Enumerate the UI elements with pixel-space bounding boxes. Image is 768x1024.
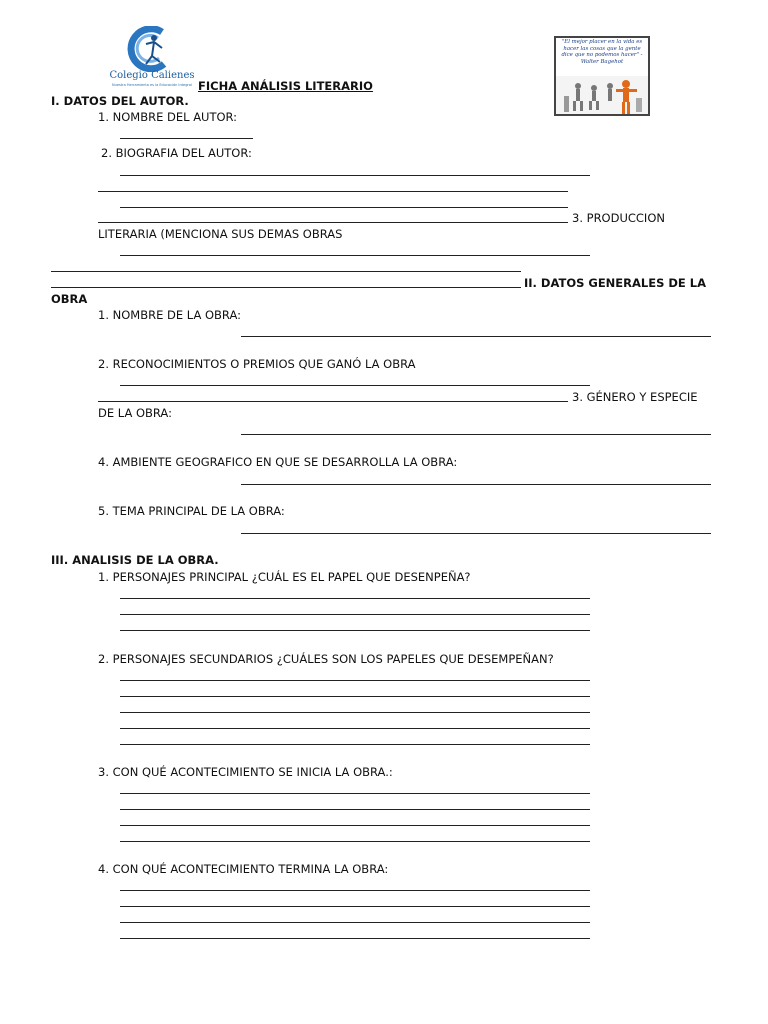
main-theme-label: 5. TEMA PRINCIPAL DE LA OBRA:: [98, 504, 285, 518]
awards-line-1[interactable]: [120, 385, 590, 386]
awards-line-2[interactable]: [98, 401, 568, 402]
page-title: FICHA ANÁLISIS LITERARIO: [198, 79, 373, 93]
main-characters-line-1[interactable]: [120, 598, 590, 599]
work-name-label: 1. NOMBRE DE LA OBRA:: [98, 308, 241, 322]
logo-name: Colegio Calienes: [109, 70, 195, 81]
main-characters-line-2[interactable]: [120, 614, 590, 615]
section-1-heading: I. DATOS DEL AUTOR.: [51, 94, 189, 108]
main-theme-line[interactable]: [241, 533, 711, 534]
story-end-line-1[interactable]: [120, 890, 590, 891]
biography-line-2[interactable]: [98, 191, 568, 192]
story-end-line-4[interactable]: [120, 938, 590, 939]
quote-text: "El mejor placer en la vida es hacer las cosas que la gente dice que no podemos hacer" - Walter Bagehot: [561, 39, 643, 65]
genre-line[interactable]: [241, 434, 711, 435]
section-3-heading: III. ANALISIS DE LA OBRA.: [51, 553, 219, 567]
story-start-line-3[interactable]: [120, 825, 590, 826]
work-name-line[interactable]: [241, 336, 711, 337]
biography-line-1[interactable]: [120, 175, 590, 176]
literary-production-label-cont: LITERARIA (MENCIONA SUS DEMAS OBRAS: [98, 227, 343, 241]
secondary-characters-line-5[interactable]: [120, 744, 590, 745]
genre-label-cont: DE LA OBRA:: [98, 406, 172, 420]
production-line-1[interactable]: [120, 255, 590, 256]
biography-line-3[interactable]: [120, 207, 568, 208]
production-line-3[interactable]: [51, 287, 521, 288]
story-start-line-1[interactable]: [120, 793, 590, 794]
secondary-characters-line-3[interactable]: [120, 712, 590, 713]
literary-production-label: 3. PRODUCCION: [572, 211, 665, 225]
main-characters-label: 1. PERSONAJES PRINCIPAL ¿CUÁL ES EL PAPEL QUE DESENPEÑA?: [98, 570, 471, 584]
runners-illustration-icon: [556, 76, 648, 116]
secondary-characters-line-2[interactable]: [120, 696, 590, 697]
secondary-characters-line-1[interactable]: [120, 680, 590, 681]
production-line-2[interactable]: [51, 271, 521, 272]
secondary-characters-label: 2. PERSONAJES SECUNDARIOS ¿CUÁLES SON LOS PAPELES QUE DESEMPEÑAN?: [98, 652, 554, 666]
genre-label: 3. GÉNERO Y ESPECIE: [572, 390, 698, 404]
author-name-line[interactable]: [120, 138, 253, 139]
biography-line-4[interactable]: [98, 222, 568, 223]
story-end-line-2[interactable]: [120, 906, 590, 907]
story-end-line-3[interactable]: [120, 922, 590, 923]
author-biography-label: 2. BIOGRAFIA DEL AUTOR:: [101, 146, 252, 160]
logo-tagline: Nuestra Herramienta es la Educación Integral: [112, 83, 192, 87]
quote-image: [554, 36, 650, 116]
story-start-line-4[interactable]: [120, 841, 590, 842]
school-logo: [104, 26, 200, 92]
story-start-line-2[interactable]: [120, 809, 590, 810]
section-2-heading: II. DATOS GENERALES DE LA: [524, 276, 707, 290]
story-start-label: 3. CON QUÉ ACONTECIMIENTO SE INICIA LA OBRA.:: [98, 765, 393, 779]
author-name-label: 1. NOMBRE DEL AUTOR:: [98, 110, 238, 124]
secondary-characters-line-4[interactable]: [120, 728, 590, 729]
section-2-heading-cont: OBRA: [51, 292, 88, 306]
awards-label: 2. RECONOCIMIENTOS O PREMIOS QUE GANÓ LA OBRA: [98, 357, 416, 371]
logo-emblem-icon: [104, 26, 200, 72]
geographic-setting-line[interactable]: [241, 484, 711, 485]
story-end-label: 4. CON QUÉ ACONTECIMIENTO TERMINA LA OBRA:: [98, 862, 389, 876]
geographic-setting-label: 4. AMBIENTE GEOGRAFICO EN QUE SE DESARROLLA LA OBRA:: [98, 455, 458, 469]
main-characters-line-3[interactable]: [120, 630, 590, 631]
